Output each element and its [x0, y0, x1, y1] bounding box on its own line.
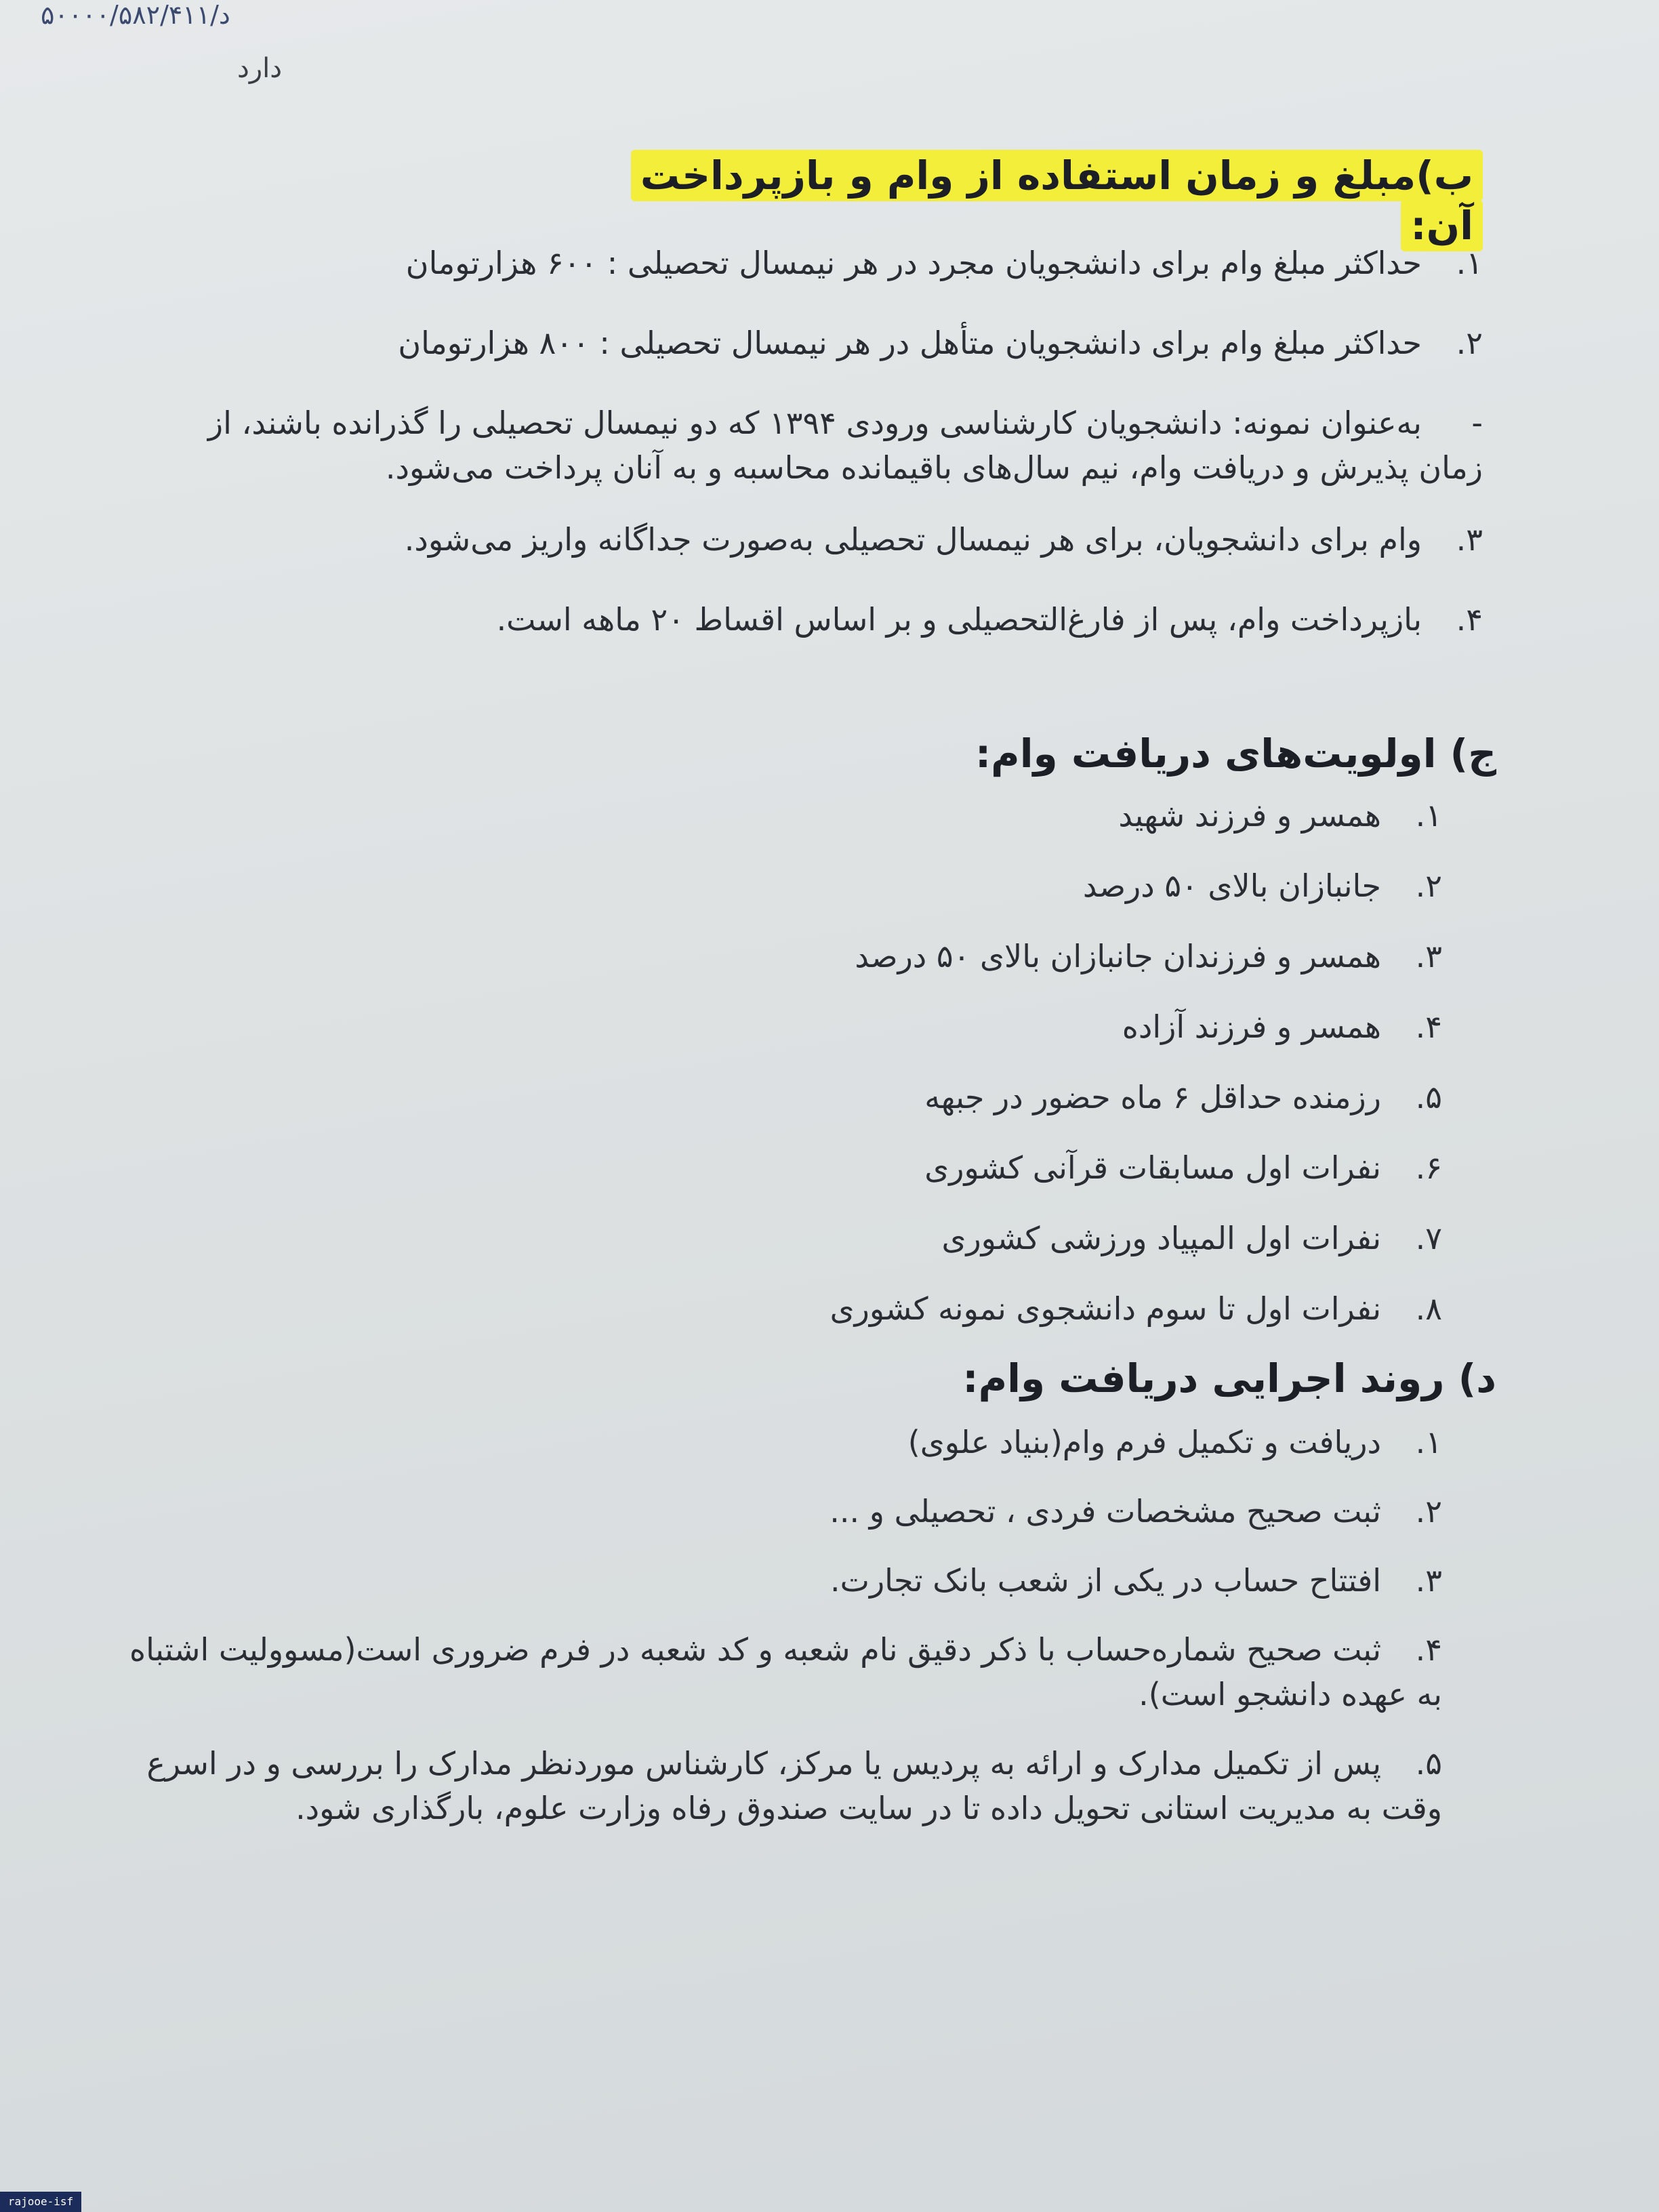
- list-item: [121, 1741, 1442, 1830]
- list-item: [629, 863, 1442, 934]
- item-text: جانبازان بالای ۵۰ درصد: [1082, 867, 1381, 904]
- list-item: [629, 1145, 1442, 1216]
- item-text: نفرات اول مسابقات قرآنی کشوری: [924, 1149, 1381, 1186]
- item-text: افتتاح حساب در یکی از شعب بانک تجارت.: [830, 1562, 1381, 1599]
- item-number: ۴.: [1415, 1631, 1442, 1668]
- header-fragment-text: دارد: [237, 53, 283, 84]
- section-b-heading-line1: ب)مبلغ و زمان استفاده از وام و بازپرداخت: [631, 150, 1483, 201]
- list-item: [629, 1075, 1442, 1145]
- item-text: ثبت صحیح مشخصات فردی ، تحصیلی و ...: [830, 1493, 1381, 1530]
- item-text: رزمنده حداقل ۶ ماه حضور در جبهه: [924, 1079, 1381, 1115]
- item-number: ۴.: [1415, 1008, 1442, 1045]
- item-text: ثبت صحیح شماره‌حساب با ذکر دقیق نام شعبه و کد شعبه در فرم ضروری است(مسوولیت اشتباه به عهده دانشجو است).: [129, 1631, 1442, 1713]
- item-number: ۱.: [1456, 245, 1483, 281]
- list-item: [155, 241, 1483, 285]
- item-text: دریافت و تکمیل فرم وام(بنیاد علوی): [907, 1424, 1381, 1460]
- item-text: بازپرداخت وام، پس از فارغ‌التحصیلی و بر اساس اقساط ۲۰ ماهه است.: [496, 601, 1422, 638]
- list-item: [629, 934, 1442, 1004]
- item-text: همسر و فرزند آزاده: [1122, 1008, 1381, 1045]
- section-b-heading-line2: آن:: [1401, 200, 1483, 251]
- item-text: همسر و فرزندان جانبازان بالای ۵۰ درصد: [855, 938, 1381, 975]
- list-item: [155, 401, 1483, 490]
- item-number: ۱.: [1415, 1424, 1442, 1460]
- item-text: پس از تکمیل مدارک و ارائه به پردیس یا مرکز، کارشناس موردنظر مدارک را بررسی و در اسرع وقت به مدیریت استانی تحویل داده تا در سایت صندوق رفاه وزارت علوم، بارگذاری شود.: [146, 1745, 1442, 1826]
- item-text: به‌عنوان نمونه: دانشجویان کارشناسی ورودی ۱۳۹۴ که دو نیمسال تحصیلی را گذرانده باشند، از زمان پذیرش و دریافت وام، نیم سال‌های باقیمانده محاسبه و به آنان پرداخت می‌شود.: [207, 405, 1483, 486]
- list-item: [629, 1286, 1442, 1357]
- list-item: [121, 1627, 1442, 1717]
- item-number: ۶.: [1415, 1149, 1442, 1186]
- list-item: [629, 793, 1442, 863]
- list-item: [155, 517, 1483, 562]
- site-watermark: rajooe-isf: [0, 2192, 81, 2212]
- item-text: همسر و فرزند شهید: [1118, 797, 1381, 834]
- list-item: [629, 1004, 1442, 1075]
- item-number: ۳.: [1456, 521, 1483, 558]
- list-item: [155, 597, 1483, 642]
- section-b-heading: [640, 152, 1483, 249]
- item-number: ۳.: [1415, 938, 1442, 975]
- item-number: ۲.: [1415, 1493, 1442, 1530]
- item-number: -: [1471, 405, 1483, 441]
- item-number: ۸.: [1415, 1290, 1442, 1327]
- list-item: [121, 1489, 1442, 1534]
- item-text: نفرات اول تا سوم دانشجوی نمونه کشوری: [830, 1290, 1381, 1327]
- item-text: حداکثر مبلغ وام برای دانشجویان متأهل در هر نیمسال تحصیلی : ۸۰۰ هزارتومان: [398, 325, 1422, 361]
- item-number: ۲.: [1415, 867, 1442, 904]
- list-item: [155, 321, 1483, 365]
- list-item: [121, 1420, 1442, 1465]
- list-item: [629, 1216, 1442, 1286]
- item-number: ۳.: [1415, 1562, 1442, 1599]
- section-c-heading: ج) اولویت‌های دریافت وام:: [975, 731, 1496, 777]
- list-item: [121, 1558, 1442, 1603]
- item-number: ۲.: [1456, 325, 1483, 361]
- section-b-list: [155, 241, 1483, 677]
- item-number: ۱.: [1415, 797, 1442, 834]
- section-d-heading: د) روند اجرایی دریافت وام:: [962, 1355, 1496, 1401]
- item-text: حداکثر مبلغ وام برای دانشجویان مجرد در هر نیمسال تحصیلی : ۶۰۰ هزارتومان: [405, 245, 1422, 281]
- section-c-list: [629, 793, 1442, 1357]
- reference-number: ۵۰۰۰۰/۵۸۲/۴۱۱/د: [41, 0, 230, 30]
- item-number: ۵.: [1415, 1079, 1442, 1115]
- section-d-list: [121, 1420, 1442, 1855]
- item-text: وام برای دانشجویان، برای هر نیمسال تحصیلی به‌صورت جداگانه واریز می‌شود.: [404, 521, 1422, 558]
- item-number: ۷.: [1415, 1220, 1442, 1256]
- item-text: نفرات اول المپیاد ورزشی کشوری: [941, 1220, 1381, 1256]
- item-number: ۵.: [1415, 1745, 1442, 1782]
- item-number: ۴.: [1456, 601, 1483, 638]
